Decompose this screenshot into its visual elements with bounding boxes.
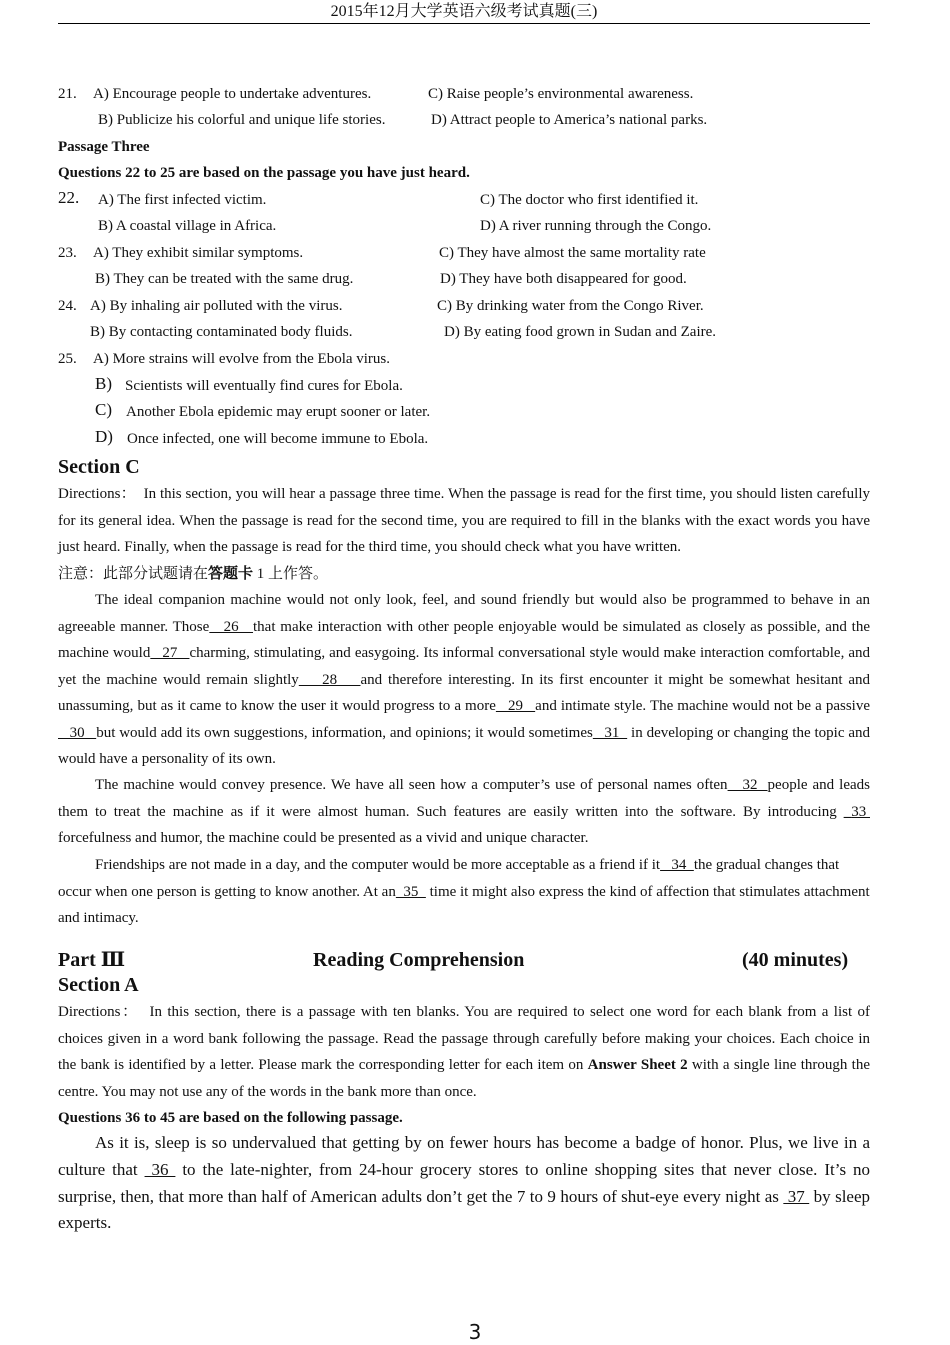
text: but would add its own suggestions, information, and opinions; it would sometimes	[96, 724, 593, 741]
text: that make interaction with other people enjoyable would be simulated as closely as possible, and the machine would	[58, 618, 870, 661]
question-23-option-d: D) They have both disappeared for good.	[440, 271, 687, 287]
blank-34: 34	[660, 857, 694, 873]
question-24-option-b: B) By contacting contaminated body fluids.	[90, 324, 353, 340]
text: in developing or changing the topic and would have a personality of its own.	[58, 724, 870, 767]
blank-36: 36	[144, 1159, 176, 1179]
question-21-number: 21.	[58, 86, 77, 102]
answer-sheet-2: Answer Sheet 2	[587, 1057, 688, 1073]
text: The ideal companion machine would not only look, feel, and sound friendly but would also be programmed to behave in an agreeable manner. Those	[58, 592, 870, 635]
question-22-option-c: C) The doctor who first identified it.	[480, 192, 699, 208]
question-22-option-d: D) A river running through the Congo.	[480, 218, 712, 234]
question-25-option-b: Scientists will eventually find cures for Ebola.	[125, 378, 403, 394]
page-number: 3	[468, 1320, 482, 1344]
section-c-paragraph-2	[58, 772, 870, 852]
blank-33: 33	[851, 803, 870, 820]
blank-29: 29	[495, 698, 536, 714]
text: people and leads them to treat the machine as if it were almost human. Such features are easily written into the software. By introducing	[58, 777, 871, 820]
directions-label: Directions：	[58, 486, 136, 502]
blank-27: 27	[150, 645, 190, 661]
question-25-option-b-letter: B)	[95, 374, 112, 393]
question-25-option-c: Another Ebola epidemic may erupt sooner or later.	[126, 404, 431, 420]
directions-text: In this section, there is a passage with ten blanks. You are required to select one word for each blank from a list of choices given in a word bank following the passage. Read the passage through carefully before making your choices. Each choice in the bank is identified by a letter. Please mark the corresponding letter for each item on	[58, 1004, 870, 1073]
section-a-directions	[58, 999, 870, 1105]
text: and therefore interesting. In its first encounter it might be somewhat hesitant and unassuming, but as it came to know the user it would progress to a more	[58, 671, 870, 714]
section-a-intro: Questions 36 to 45 are based on the following passage.	[58, 1110, 403, 1126]
question-21-option-d: D) Attract people to America’s national parks.	[431, 112, 708, 128]
answer-sheet-note	[58, 565, 328, 583]
text: As it is, sleep is so undervalued that getting by on fewer hours has become a badge of honor. Plus, we live in a culture that	[58, 1133, 870, 1179]
section-c-paragraph-3	[58, 852, 870, 932]
question-24-option-a: A) By inhaling air polluted with the virus.	[90, 298, 343, 314]
text: forcefulness and humor, the machine could be presented as a vivid and unique character.	[58, 830, 589, 846]
section-a-paragraph-1	[58, 1130, 870, 1237]
question-25-option-a: A) More strains will evolve from the Ebola virus.	[93, 351, 391, 367]
section-c-directions	[58, 481, 870, 561]
page-header: 2015年12月大学英语六级考试真题(三)	[58, 2, 870, 24]
question-23-option-b: B) They can be treated with the same drug.	[95, 271, 354, 287]
question-24-option-c: C) By drinking water from the Congo River.	[437, 298, 704, 314]
note-suffix: 1 上作答。	[253, 566, 329, 582]
question-25-option-d: Once infected, one will become immune to Ebola.	[127, 431, 429, 447]
question-21-option-a: A) Encourage people to undertake adventures.	[93, 86, 372, 102]
question-23-option-a: A) They exhibit similar symptoms.	[93, 245, 304, 261]
directions-label: Directions：	[58, 1004, 139, 1020]
blank-32: 32	[727, 777, 768, 793]
passage-three-title: Passage Three	[58, 139, 150, 155]
blank-35: 35	[395, 883, 426, 900]
directions-text: In this section, you will hear a passage three time. When the passage is read for the first time, you should listen carefully for its general idea. When the passage is read for the second time, you are required to fill in the blanks with the exact words you have just heard. Finally, when the passage is read for the third time, you should check what you have written.	[58, 486, 871, 555]
blank-underscore: _	[843, 803, 852, 820]
text: to the late-nighter, from 24-hour grocery stores to online shopping sites that never close. It’s no surprise, then, that more than half of American adults don’t get the 7 to 9 hours of shut-eye every night as	[58, 1159, 870, 1206]
question-24-number: 24.	[58, 298, 77, 314]
question-25-number: 25.	[58, 351, 77, 367]
question-21-option-b: B) Publicize his colorful and unique life stories.	[98, 112, 386, 128]
text: time it might also express the kind of affection that stimulates attachment and intimacy.	[58, 883, 870, 926]
question-25-option-c-letter: C)	[95, 400, 112, 419]
section-c-title: Section C	[58, 456, 140, 478]
question-22-option-b: B) A coastal village in Africa.	[98, 218, 277, 234]
question-23-option-c: C) They have almost the same mortality rate	[439, 245, 706, 261]
question-22-option-a: A) The first infected victim.	[98, 192, 267, 208]
question-21-option-c: C) Raise people’s environmental awareness.	[428, 86, 694, 102]
section-a-title: Section A	[58, 974, 139, 996]
note-answer-sheet: 答题卡	[208, 566, 254, 582]
text: the gradual changes that occur when one person is getting to know another. At an	[58, 857, 840, 900]
part-3-label: Part Ⅲ	[58, 949, 126, 971]
passage-three-intro: Questions 22 to 25 are based on the passage you have just heard.	[58, 165, 470, 181]
text: charming, stimulating, and easygoing. Its informal conversational style would make interaction comfortable, and yet the machine would remain slightly	[58, 645, 870, 688]
blank-31: 31	[592, 724, 628, 741]
directions-text: with a single line through the centre. You may not use any of the words in the bank more than once.	[58, 1057, 870, 1100]
blank-30: 30	[58, 724, 97, 741]
question-22-number: 22.	[58, 188, 80, 207]
question-24-option-d: D) By eating food grown in Sudan and Zaire.	[444, 324, 717, 340]
question-25-option-d-letter: D)	[95, 427, 113, 446]
note-prefix: 注意：此部分试题请在	[58, 566, 209, 582]
blank-26: 26	[209, 618, 254, 635]
section-c-paragraph-1	[58, 587, 870, 773]
text: by sleep experts.	[58, 1186, 871, 1233]
question-23-number: 23.	[58, 245, 77, 261]
text: and intimate style. The machine would not be a passive	[535, 698, 871, 714]
blank-28: 28	[298, 671, 361, 688]
part-3-time: (40 minutes)	[742, 949, 849, 971]
text: Friendships are not made in a day, and the computer would be more acceptable as a friend if it	[95, 857, 661, 873]
blank-37: 37	[783, 1186, 810, 1206]
text: The machine would convey presence. We have all seen how a computer’s use of personal names often	[95, 777, 728, 793]
part-3-title: Reading Comprehension	[313, 949, 525, 971]
